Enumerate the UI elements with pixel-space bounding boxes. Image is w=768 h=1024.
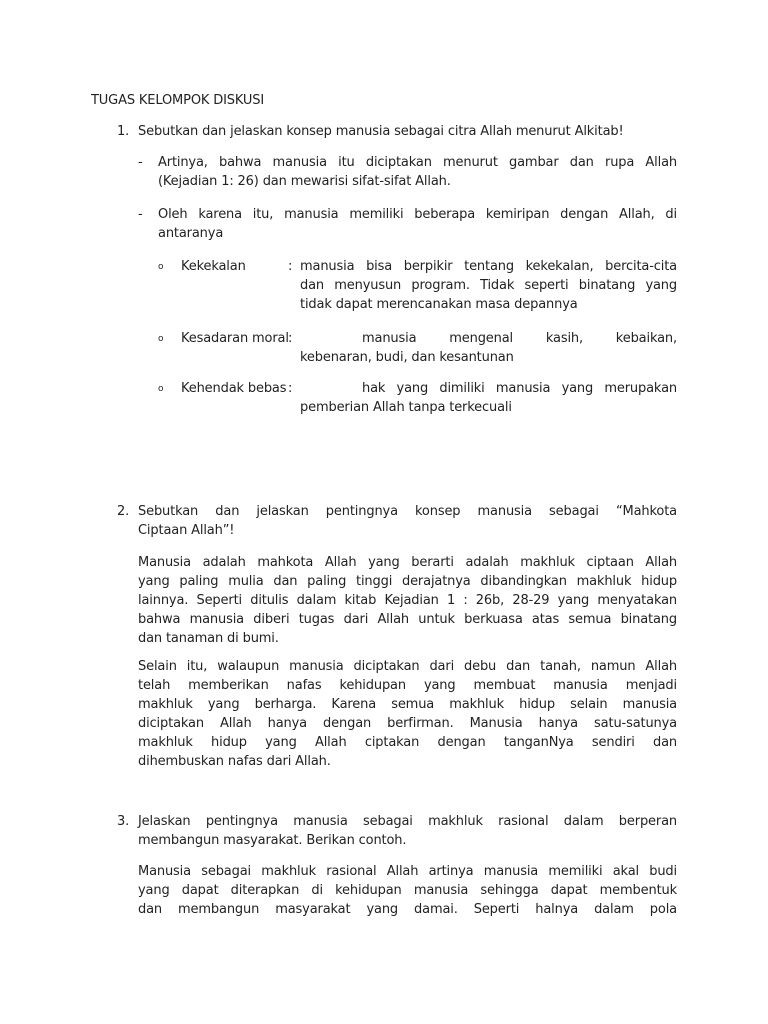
bullet-icon: o bbox=[158, 384, 164, 394]
text-line: dan menyusun program. Tidak seperti binatang yang bbox=[300, 278, 677, 293]
text-line: telah memberikan nafas kehidupan yang membuat manusia menjadi bbox=[138, 678, 677, 693]
list-number: 3. bbox=[117, 814, 130, 829]
sub-colon: : bbox=[288, 331, 293, 346]
question-3 bbox=[138, 812, 677, 850]
text-line: dan tanaman di bumi. bbox=[138, 631, 279, 646]
dash-marker: - bbox=[138, 155, 143, 170]
text-line: dihembuskan nafas dari Allah. bbox=[138, 754, 331, 769]
text-line: antaranya bbox=[158, 226, 224, 241]
sub-label: Kekekalan bbox=[181, 259, 246, 274]
answer-1-point-1 bbox=[158, 153, 677, 191]
answer-1-point-2 bbox=[158, 205, 677, 243]
text-line: manusia mengenal kasih, kebaikan, bbox=[362, 331, 677, 346]
text-line: (Kejadian 1: 26) dan mewarisi sifat-sifat Allah. bbox=[158, 174, 451, 189]
text-line: tidak dapat merencanakan masa depannya bbox=[300, 297, 578, 312]
text-line: yang paling mulia dan paling tinggi derajatnya dibandingkan makhluk hidup bbox=[138, 574, 677, 589]
text-line: makhluk yang berharga. Karena semua makhluk hidup selain manusia bbox=[138, 697, 677, 712]
text-line: bahwa manusia diberi tugas dari Allah untuk berkuasa atas semua binatang bbox=[138, 612, 677, 627]
sub-label: Kesadaran moral bbox=[181, 331, 289, 346]
list-number: 1. bbox=[117, 124, 130, 139]
question-1 bbox=[138, 122, 677, 141]
sub-description bbox=[300, 379, 677, 417]
sub-colon: : bbox=[288, 259, 293, 274]
text-line: makhluk hidup yang Allah ciptakan dengan tanganNya sendiri dan bbox=[138, 735, 677, 750]
text-line: kebenaran, budi, dan kesantunan bbox=[300, 350, 514, 365]
sub-label: Kehendak bebas bbox=[181, 381, 287, 396]
text-line: yang dapat diterapkan di kehidupan manusia sehingga dapat membentuk bbox=[138, 883, 677, 898]
bullet-icon: o bbox=[158, 262, 164, 272]
question-2 bbox=[138, 502, 677, 540]
text-line: Manusia sebagai makhluk rasional Allah artinya manusia memiliki akal budi bbox=[138, 864, 677, 879]
dash-marker: - bbox=[138, 207, 143, 222]
text-line: Manusia adalah mahkota Allah yang berarti adalah makhluk ciptaan Allah bbox=[138, 555, 677, 570]
sub-colon: : bbox=[288, 381, 293, 396]
text-line: Sebutkan dan jelaskan konsep manusia sebagai citra Allah menurut Alkitab! bbox=[138, 124, 624, 139]
document-title: TUGAS KELOMPOK DISKUSI bbox=[91, 93, 265, 108]
text-line: Ciptaan Allah”! bbox=[138, 523, 235, 538]
text-line: pemberian Allah tanpa terkecuali bbox=[300, 400, 512, 415]
answer-2-paragraph-2 bbox=[138, 657, 677, 771]
text-line: diciptakan Allah hanya dengan berfirman. Manusia hanya satu-satunya bbox=[138, 716, 677, 731]
text-line: Sebutkan dan jelaskan pentingnya konsep manusia sebagai “Mahkota bbox=[138, 504, 677, 519]
text-line: Oleh karena itu, manusia memiliki beberapa kemiripan dengan Allah, di bbox=[158, 207, 677, 222]
sub-description bbox=[300, 329, 677, 367]
text-line: Jelaskan pentingnya manusia sebagai makhluk rasional dalam berperan bbox=[138, 814, 677, 829]
text-line: manusia bisa berpikir tentang kekekalan, bercita-cita bbox=[300, 259, 677, 274]
text-line: dan membangun masyarakat yang damai. Seperti halnya dalam pola bbox=[138, 902, 677, 917]
text-line: membangun masyarakat. Berikan contoh. bbox=[138, 833, 407, 848]
list-number: 2. bbox=[117, 504, 130, 519]
sub-description bbox=[300, 257, 677, 314]
text-line: Artinya, bahwa manusia itu diciptakan menurut gambar dan rupa Allah bbox=[158, 155, 677, 170]
text-line: lainnya. Seperti ditulis dalam kitab Kejadian 1 : 26b, 28-29 yang menyatakan bbox=[138, 593, 677, 608]
text-line: hak yang dimiliki manusia yang merupakan bbox=[362, 381, 677, 396]
bullet-icon: o bbox=[158, 334, 164, 344]
answer-2-paragraph-1 bbox=[138, 553, 677, 648]
answer-3-paragraph-1 bbox=[138, 862, 677, 919]
text-line: Selain itu, walaupun manusia diciptakan dari debu dan tanah, namun Allah bbox=[138, 659, 677, 674]
